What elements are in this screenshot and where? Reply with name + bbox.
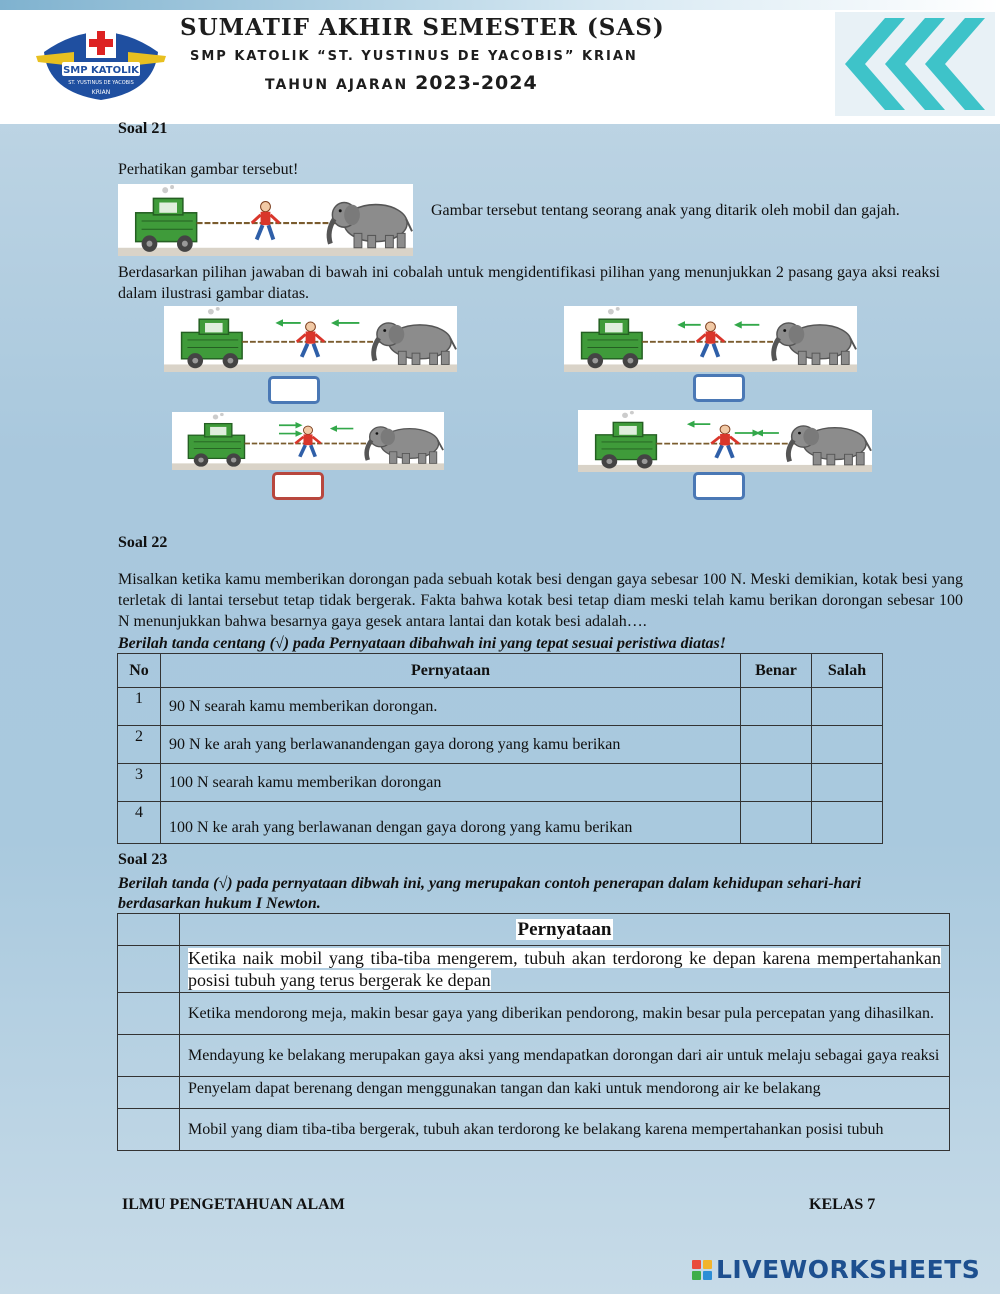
q21-option-a-image [164,306,457,372]
q22-table [117,653,883,844]
q23-row-checkbox[interactable] [118,1109,180,1151]
q23-title: Soal 23 [118,851,168,868]
q22-row-false-checkbox[interactable] [812,764,883,802]
table-row [118,1077,950,1109]
q21-option-c-checkbox[interactable] [272,472,324,500]
q23-row-statement: Penyelam dapat berenang dengan menggunakan tangan dan kaki untuk mendorong air ke belakang [180,1077,950,1109]
q21-main-illustration [118,184,413,256]
logo-text: SMP KATOLIK [63,65,139,76]
q22-row-true-checkbox[interactable] [741,802,812,844]
q22-row-number: 1 [118,688,161,726]
q22-row-number: 4 [118,802,161,844]
q22-row-number: 2 [118,726,161,764]
q23-col-statement [180,914,950,946]
q23-instruction: Berilah tanda (√) pada pernyataan dibwah ini, yang merupakan contoh penerapan dalam kehidupan sehari-hari berdasarkan hukum I Newton. [118,875,862,912]
q21-title: Soal 21 [118,120,168,137]
footer-grade: KELAS 7 [809,1196,876,1213]
q22-text: Misalkan ketika kamu memberikan dorongan pada sebuah kotak besi dengan gaya sebesar 100 N. Meski demikian, kotak besi yang terletak di lantai tersebut tetap tidak bergerak. Fakta bahwa kotak besi tetap diam meski telah kamu berikan dorongan sebesar 100 N menunjukkan bahwa besarnya gaya gesek antara lantai dan kotak besi adalah…. [118,571,963,630]
q23-row-checkbox[interactable] [118,1077,180,1109]
q22-row-false-checkbox[interactable] [812,688,883,726]
q22-row-true-checkbox[interactable] [741,764,812,802]
q22-col-no: No [118,654,161,688]
header-banner [0,0,1000,124]
q21-caption: Gambar tersebut tentang seorang anak yang ditarik oleh mobil dan gajah. [431,202,900,219]
logo-subtext: ST. YUSTINUS DE YACOBIS [68,80,134,86]
table-row [118,726,883,764]
liveworksheets-brand[interactable] [692,1255,980,1284]
table-row [118,1035,950,1077]
q21-option-b-image [564,306,857,372]
q23-row-statement: Ketika mendorong meja, makin besar gaya yang diberikan pendorong, makin besar pula percepatan yang dihasilkan. [180,993,950,1035]
banner-stripe [0,0,1000,10]
q21-option-d-image [578,410,872,472]
q22-row-statement: 90 N searah kamu memberikan dorongan. [161,688,741,726]
table-row [118,1109,950,1151]
q22-row-false-checkbox[interactable] [812,726,883,764]
school-year [265,72,538,94]
q23-row-checkbox[interactable] [118,946,180,993]
q21-option-c-image [172,412,444,470]
chevron-decoration-icon [805,12,995,116]
q23-row-statement-text: Ketika naik mobil yang tiba-tiba mengerem, tubuh akan terdorong ke depan karena mempertahankan posisi tubuh yang terus bergerak ke depan [188,948,941,990]
q22-row-statement: 100 N ke arah yang berlawanan dengan gaya dorong yang kamu berikan [161,802,741,844]
table-row [118,764,883,802]
liveworksheets-wordmark: LIVEWORKSHEETS [716,1255,981,1284]
q21-option-a-checkbox[interactable] [268,376,320,404]
school-year-prefix: TAHUN AJARAN [265,77,409,93]
q21-instruction: Berdasarkan pilihan jawaban di bawah ini cobalah untuk mengidentifikasi pilihan yang menunjukkan 2 pasang gaya aksi reaksi dalam ilustrasi gambar diatas. [118,264,940,302]
q23-col-check [118,914,180,946]
q23-row-checkbox[interactable] [118,993,180,1035]
q22-col-true: Benar [741,654,812,688]
q21-option-b-checkbox[interactable] [693,374,745,402]
q23-row-statement [180,946,950,993]
q21-intro: Perhatikan gambar tersebut! [118,161,299,178]
q21-option-d-checkbox[interactable] [693,472,745,500]
q23-table [117,913,950,1151]
q23-row-checkbox[interactable] [118,1035,180,1077]
q22-row-false-checkbox[interactable] [812,802,883,844]
table-row [118,993,950,1035]
table-row [118,946,950,993]
q23-table-header [118,914,950,946]
liveworksheets-logo-icon [692,1260,712,1280]
school-logo [34,22,168,102]
q22-table-header [118,654,883,688]
school-name: SMP KATOLIK “ST. YUSTINUS DE YACOBIS” KRIAN [190,49,638,64]
table-row [118,802,883,844]
q22-title: Soal 22 [118,534,168,551]
logo-place: KRIAN [91,89,111,96]
footer-subject: ILMU PENGETAHUAN ALAM [122,1196,345,1213]
q22-row-statement: 90 N ke arah yang berlawanandengan gaya dorong yang kamu berikan [161,726,741,764]
school-year-value: 2023-2024 [415,72,538,94]
q23-col-statement-label: Pernyataan [517,918,612,940]
exam-title: SUMATIF AKHIR SEMESTER (SAS) [180,14,665,41]
q22-row-statement: 100 N searah kamu memberikan dorongan [161,764,741,802]
q22-row-true-checkbox[interactable] [741,726,812,764]
q22-row-true-checkbox[interactable] [741,688,812,726]
q23-row-statement: Mobil yang diam tiba-tiba bergerak, tubuh akan terdorong ke belakang karena mempertahankan posisi tubuh [180,1109,950,1151]
table-row [118,688,883,726]
q23-row-statement: Mendayung ke belakang merupakan gaya aksi yang mendapatkan dorongan dari air untuk melaju sebagai gaya reaksi [180,1035,950,1077]
q22-instruction: Berilah tanda centang (√) pada Pernyataan dibahwah ini yang tepat sesuai peristiwa diatas! [118,635,726,652]
q22-col-statement: Pernyataan [161,654,741,688]
q22-col-false: Salah [812,654,883,688]
q22-row-number: 3 [118,764,161,802]
